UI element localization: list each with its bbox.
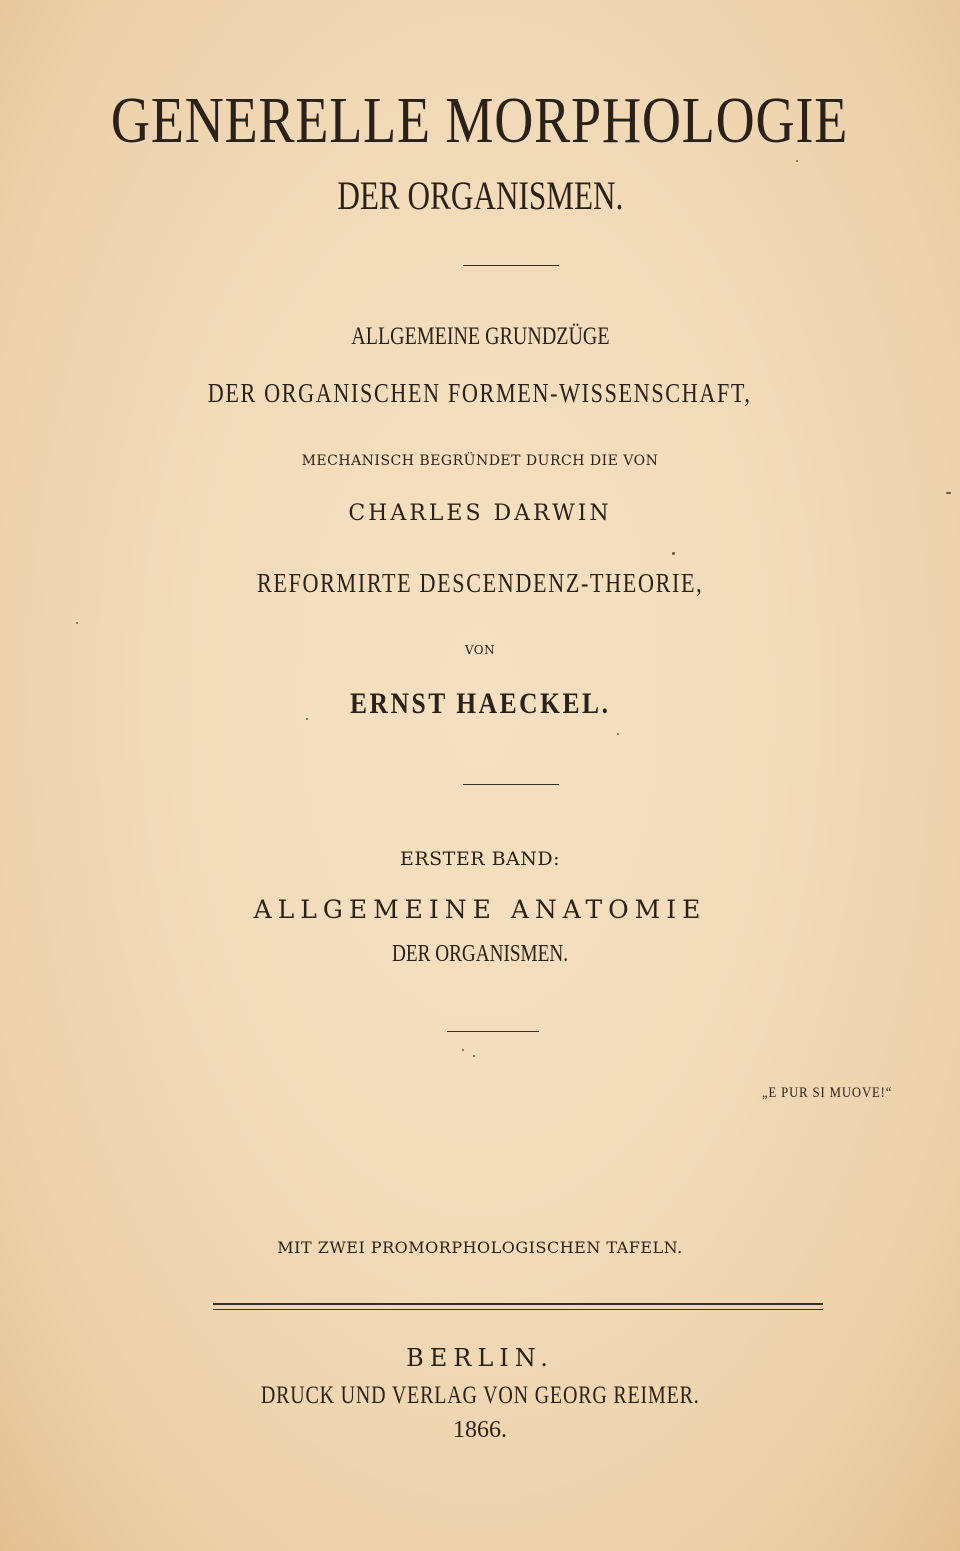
volume-subtitle: DER ORGANISMEN.	[391, 941, 568, 967]
divider-2	[463, 784, 559, 785]
subtitle-line-3: MECHANISCH BEGRÜNDET DURCH DIE VON	[301, 453, 659, 469]
imprint-year: 1866.	[453, 1417, 507, 1443]
paper-speck	[946, 492, 951, 494]
motto: „E PUR SI MUOVE!“	[761, 1085, 892, 1101]
subtitle-line-2: DER ORGANISCHEN FORMEN-WISSENSCHAFT,	[208, 378, 752, 408]
imprint-publisher: DRUCK UND VERLAG VON GEORG REIMER.	[260, 1382, 700, 1409]
paper-speck	[796, 160, 798, 162]
paper-speck	[462, 1049, 464, 1051]
plates-note: MIT ZWEI PROMORPHOLOGISCHEN TAFELN.	[277, 1238, 683, 1257]
paper-speck	[473, 1055, 475, 1057]
author-name: ERNST HAECKEL.	[349, 687, 611, 720]
main-title: GENERELLE MORPHOLOGIE	[111, 84, 849, 157]
von-label: VON	[464, 643, 496, 657]
main-title-subline: DER ORGANISMEN.	[336, 173, 624, 218]
paper-speck	[617, 733, 619, 735]
darwin-line: CHARLES DARWIN	[348, 501, 612, 526]
volume-title: ALLGEMEINE ANATOMIE	[253, 895, 707, 924]
paper-speck	[672, 552, 675, 555]
volume-label: ERSTER BAND:	[399, 848, 561, 870]
paper-speck	[76, 622, 78, 624]
paper-speck	[306, 718, 308, 720]
divider-1	[463, 265, 559, 266]
imprint-city: BERLIN.	[406, 1344, 554, 1372]
divider-3	[447, 1031, 539, 1032]
double-rule	[213, 1303, 823, 1305]
subtitle-line-1: ALLGEMEINE GRUNDZÜGE	[350, 323, 610, 350]
subtitle-line-5: REFORMIRTE DESCENDENZ-THEORIE,	[256, 568, 704, 598]
